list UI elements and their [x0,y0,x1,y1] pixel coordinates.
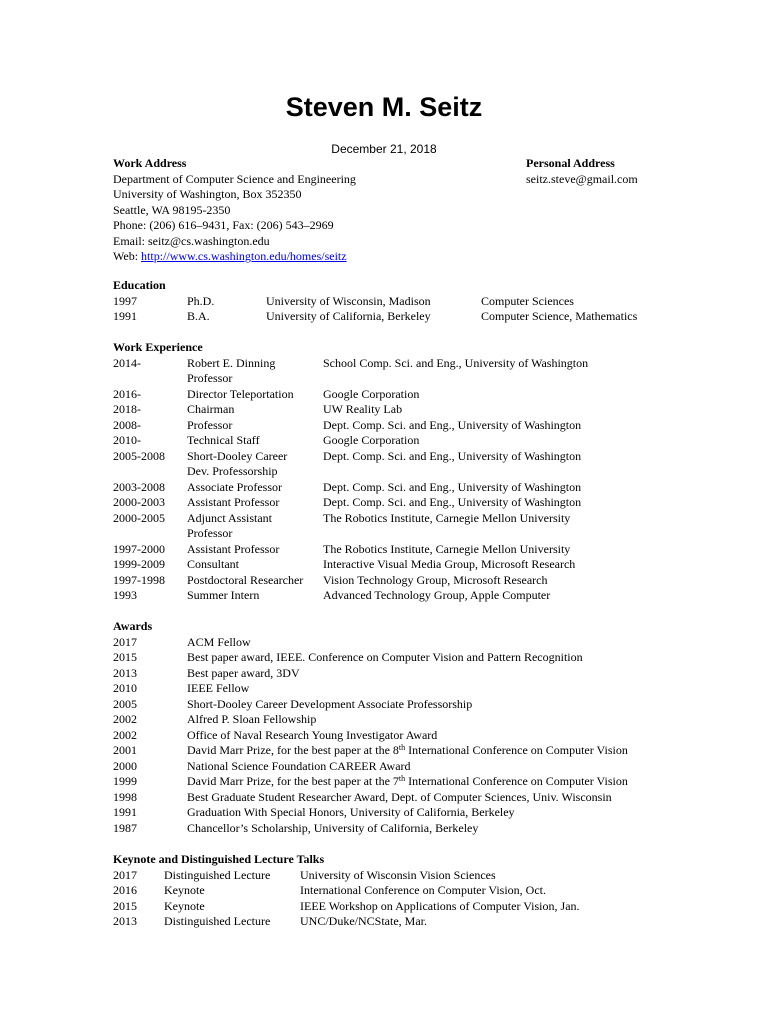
award-row [113,712,673,728]
work-years: 2008- [113,417,141,432]
work-org: Interactive Visual Media Group, Microsoft Research [323,557,576,571]
personal-address [526,156,638,187]
work-row [113,573,673,589]
award-text-pre: David Marr Prize, for the best paper at the 7 [187,774,399,788]
work-title: Assistant Professor [187,541,280,556]
work-row [113,418,673,434]
work-title: Short-Dooley Career Dev. Professorship [187,448,288,478]
award-year: 2015 [113,650,137,664]
work-address-heading: Work Address [113,156,187,170]
work-row [113,495,673,511]
email-line: Email: seitz@cs.washington.edu [113,233,270,248]
award-text: Alfred P. Sloan Fellowship [187,712,317,726]
work-row [113,588,673,604]
work-org: UW Reality Lab [323,402,403,416]
award-text: Best paper award, 3DV [187,665,300,680]
awards-section [113,619,673,836]
work-title: Professor [187,417,233,432]
personal-address-heading: Personal Address [526,156,615,170]
talk-type: Keynote [164,883,205,897]
work-org: Google Corporation [323,386,420,401]
work-address-line: Seattle, WA 98195-2350 [113,202,231,217]
work-title: Chairman [187,402,235,416]
work-org: The Robotics Institute, Carnegie Mellon University [323,510,571,525]
award-year: 1987 [113,820,137,835]
education-degree: Ph.D. [187,293,215,308]
work-years: 2000-2003 [113,495,165,509]
work-years: 2014- [113,355,141,370]
talk-row [113,868,673,884]
talk-row [113,883,673,899]
work-org: Dept. Comp. Sci. and Eng., University of Washington [323,448,582,463]
award-text-post: International Conference on Computer Vision [405,743,628,757]
talk-venue: UNC/Duke/NCState, Mar. [300,914,427,928]
talk-row [113,914,673,930]
award-year: 2000 [113,758,137,773]
personal-email: seitz.steve@gmail.com [526,171,638,186]
award-row [113,697,673,713]
education-field: Computer Science, Mathematics [481,309,638,323]
education-heading: Education [113,278,166,292]
award-ordinal: th [398,743,406,752]
award-year: 2001 [113,743,137,757]
talk-venue: University of Wisconsin Vision Sciences [300,867,496,882]
award-text [187,774,628,790]
award-text [187,743,628,759]
awards-heading: Awards [113,619,153,633]
award-text: Office of Naval Research Young Investigator Award [187,727,438,742]
award-row [113,821,673,837]
award-text-post: International Conference on Computer Vision [405,774,628,788]
work-address [113,156,356,265]
work-title: Assistant Professor [187,495,280,509]
award-text: IEEE Fellow [187,681,250,695]
award-row [113,790,673,806]
work-row [113,542,673,558]
education-school: University of California, Berkeley [266,309,431,323]
award-row [113,635,673,651]
work-title: Summer Intern [187,588,260,602]
homepage-link[interactable]: http://www.cs.washington.edu/homes/seitz [141,249,347,263]
award-text: National Science Foundation CAREER Award [187,758,411,773]
work-years: 2003-2008 [113,479,165,494]
work-years: 1993 [113,588,137,602]
talk-venue: International Conference on Computer Vision, Oct. [300,883,546,897]
work-title: Technical Staff [187,433,260,447]
work-row [113,557,673,573]
work-years: 2016- [113,386,141,401]
award-year: 2017 [113,634,137,649]
award-year: 2010 [113,681,137,695]
award-row [113,774,673,790]
award-row [113,728,673,744]
work-row [113,402,673,418]
work-row [113,511,673,542]
web-label: Web: [113,249,142,263]
award-text: ACM Fellow [187,634,251,649]
work-years: 1997-2000 [113,541,165,556]
talk-year: 2015 [113,898,137,913]
work-org: Vision Technology Group, Microsoft Research [323,572,548,587]
work-row [113,480,673,496]
work-years: 2010- [113,433,141,447]
award-year: 1991 [113,805,137,819]
award-row [113,650,673,666]
education-school: University of Wisconsin, Madison [266,293,431,308]
work-address-line: Department of Computer Science and Engineering [113,171,356,186]
work-org: The Robotics Institute, Carnegie Mellon University [323,541,571,556]
work-org: Advanced Technology Group, Apple Computer [323,588,551,602]
award-year: 2002 [113,727,137,742]
education-field: Computer Sciences [481,293,574,308]
work-row [113,433,673,449]
work-org: Dept. Comp. Sci. and Eng., University of Washington [323,495,582,509]
award-text: Graduation With Special Honors, University of California, Berkeley [187,805,515,819]
education-year: 1991 [113,309,137,323]
work-title: Postdoctoral Researcher [187,572,304,587]
award-ordinal: th [398,774,406,783]
work-row [113,449,673,480]
talks-section [113,852,673,930]
education-degree: B.A. [187,309,210,323]
work-title: Associate Professor [187,479,282,494]
education-year: 1997 [113,293,137,308]
award-text: Best Graduate Student Researcher Award, Dept. of Computer Sciences, Univ. Wisconsin [187,789,612,804]
education-row [113,309,673,325]
award-year: 2002 [113,712,137,726]
page-title: Steven M. Seitz [285,92,483,122]
work-years: 2005-2008 [113,448,165,463]
work-experience-heading: Work Experience [113,340,203,354]
talk-row [113,899,673,915]
award-row [113,666,673,682]
work-title: Robert E. Dinning Professor [187,355,276,385]
work-years: 1997-1998 [113,572,165,587]
talk-type: Distinguished Lecture [164,914,271,928]
work-years: 2018- [113,402,141,416]
work-title: Adjunct Assistant Professor [187,510,273,540]
work-org: Google Corporation [323,433,420,447]
award-text: Best paper award, IEEE. Conference on Computer Vision and Pattern Recognition [187,650,583,664]
document-date: December 21, 2018 [331,142,437,156]
work-row [113,356,673,387]
work-org: Dept. Comp. Sci. and Eng., University of Washington [323,417,582,432]
talk-year: 2016 [113,883,137,897]
work-experience-section [113,340,673,604]
work-years: 2000-2005 [113,510,165,525]
award-row [113,681,673,697]
award-row [113,759,673,775]
award-year: 2005 [113,696,137,711]
award-row [113,743,673,759]
talk-year: 2017 [113,867,137,882]
talk-year: 2013 [113,914,137,928]
award-year: 1998 [113,789,137,804]
award-row [113,805,673,821]
award-text: Short-Dooley Career Development Associate Professorship [187,696,473,711]
education-section [113,278,673,325]
award-year: 1999 [113,774,137,788]
talk-type: Keynote [164,898,205,913]
award-text: Chancellor’s Scholarship, University of California, Berkeley [187,820,479,835]
work-title: Director Teleportation [187,386,294,401]
talks-heading: Keynote and Distinguished Lecture Talks [113,852,325,866]
education-row [113,294,673,310]
work-years: 1999-2009 [113,557,165,571]
talk-type: Distinguished Lecture [164,867,271,882]
award-text-pre: David Marr Prize, for the best paper at the 8 [187,743,399,757]
work-org: School Comp. Sci. and Eng., University of Washington [323,355,589,370]
work-address-line: University of Washington, Box 352350 [113,187,302,201]
award-year: 2013 [113,665,137,680]
work-row [113,387,673,403]
web-line [113,249,356,265]
phone-fax-line: Phone: (206) 616–9431, Fax: (206) 543–2969 [113,218,334,232]
work-org: Dept. Comp. Sci. and Eng., University of Washington [323,479,582,494]
talk-venue: IEEE Workshop on Applications of Computer Vision, Jan. [300,898,580,913]
work-title: Consultant [187,557,240,571]
